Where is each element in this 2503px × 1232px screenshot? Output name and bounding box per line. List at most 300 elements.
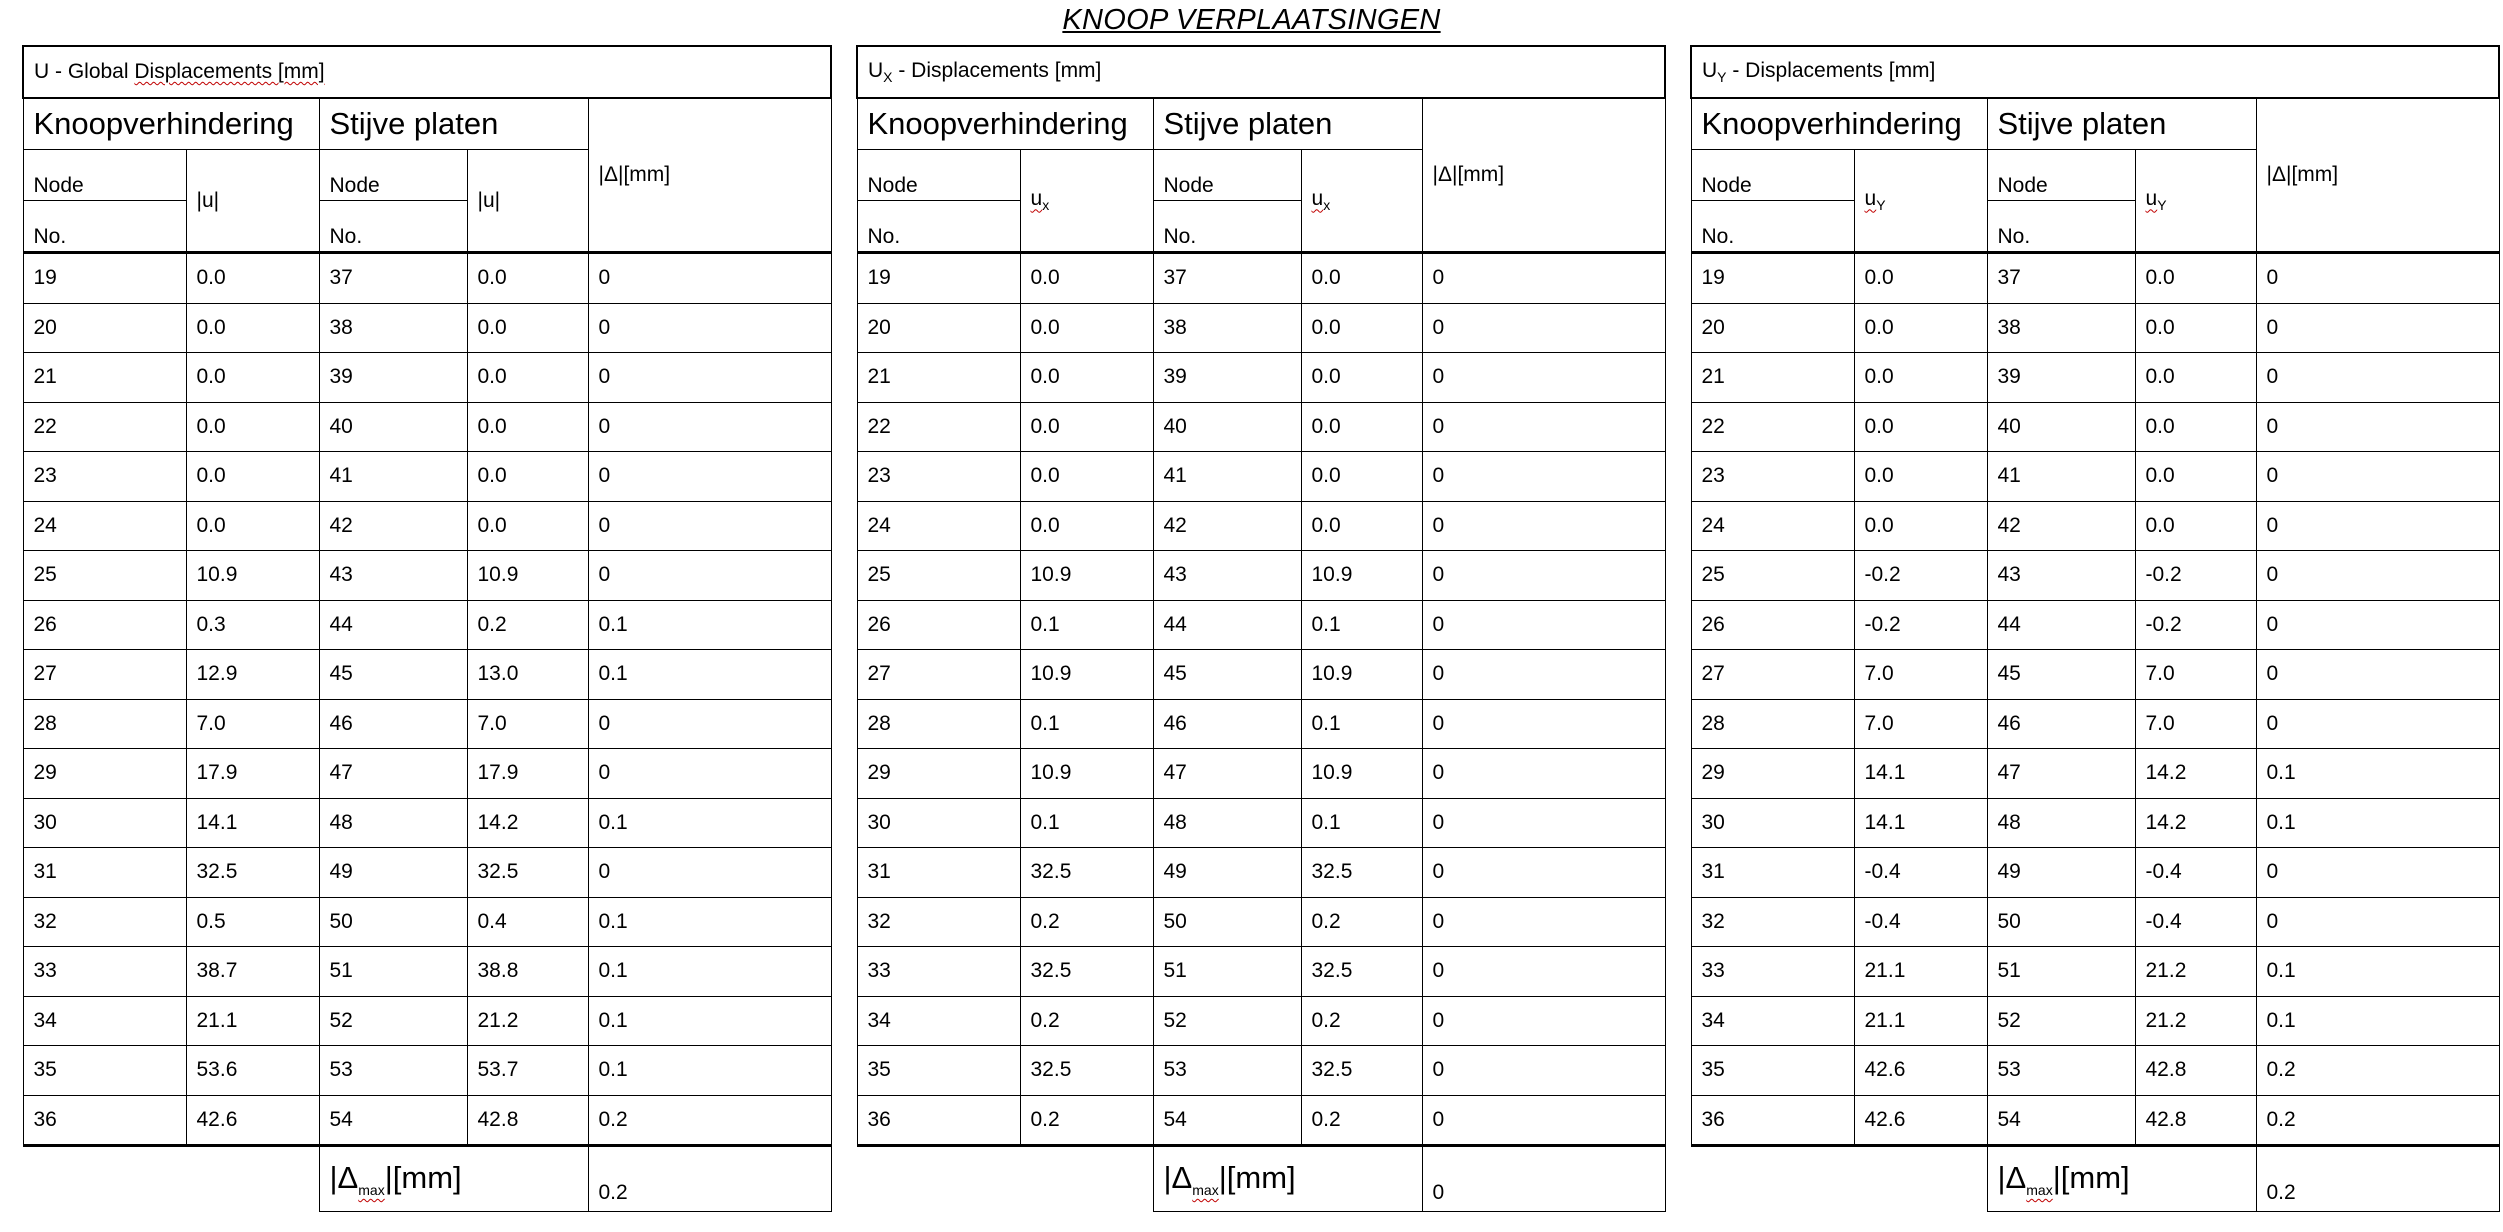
- node-no-knoopverhindering: 26: [23, 600, 186, 650]
- value-stijve-platen: 0.0: [2135, 452, 2256, 502]
- node-no-knoopverhindering: 32: [23, 897, 186, 947]
- table-row: [23, 353, 831, 403]
- value-stijve-platen: 0.0: [467, 303, 588, 353]
- node-no-stijve-platen: 52: [1987, 996, 2135, 1046]
- node-no-stijve-platen: 51: [1987, 947, 2135, 997]
- table-row: [1691, 798, 2499, 848]
- node-no-knoopverhindering: 22: [23, 402, 186, 452]
- table-row: [1691, 650, 2499, 700]
- node-no-knoopverhindering: 29: [857, 749, 1020, 799]
- delta-value: 0: [1422, 947, 1665, 997]
- delta-label: |Δ|[mm]: [598, 163, 671, 186]
- value-knoopverhindering: 10.9: [1020, 551, 1153, 601]
- group-header-stijve-platen: [1153, 98, 1422, 150]
- node-no-knoopverhindering: 32: [857, 897, 1020, 947]
- value-stijve-platen: 32.5: [467, 848, 588, 898]
- value-knoopverhindering: 12.9: [186, 650, 319, 700]
- value-knoopverhindering: 0.1: [1020, 600, 1153, 650]
- table-caption: [23, 46, 831, 98]
- delta-value: 0: [1422, 1095, 1665, 1146]
- value-knoopverhindering: 0.1: [1020, 699, 1153, 749]
- node-no-stijve-platen: 41: [1153, 452, 1301, 502]
- table-row: [857, 996, 1665, 1046]
- delta-value: 0: [2256, 650, 2499, 700]
- caption-rest: Displacements [mm]: [134, 60, 325, 83]
- value-knoopverhindering: 0.0: [186, 402, 319, 452]
- node-no-stijve-platen: 41: [1987, 452, 2135, 502]
- delta-value: 0: [2256, 452, 2499, 502]
- delta-value: 0.1: [588, 650, 831, 700]
- table-row: [23, 452, 831, 502]
- delta-max-label: [1987, 1146, 2256, 1212]
- delta-value: 0.1: [2256, 996, 2499, 1046]
- value-knoopverhindering: -0.4: [1854, 897, 1987, 947]
- node-no-stijve-platen: 40: [319, 402, 467, 452]
- node-header: [1987, 150, 2135, 201]
- node-no-stijve-platen: 42: [1987, 501, 2135, 551]
- value-knoopverhindering: 10.9: [1020, 749, 1153, 799]
- node-no-knoopverhindering: 19: [1691, 253, 1854, 304]
- node-header: [1691, 150, 1854, 201]
- value-stijve-platen: 32.5: [1301, 1046, 1422, 1096]
- delta-value: 0.2: [2256, 1095, 2499, 1146]
- table-row: [857, 1095, 1665, 1146]
- delta-max-post: |[mm]: [2052, 1159, 2130, 1195]
- table-row: [857, 303, 1665, 353]
- delta-max-pre: |Δ: [1163, 1159, 1193, 1195]
- value-label: u: [1311, 187, 1324, 211]
- value-knoopverhindering: 38.7: [186, 947, 319, 997]
- value-knoopverhindering: -0.2: [1854, 600, 1987, 650]
- table-row: [23, 253, 831, 304]
- table-row: [23, 996, 831, 1046]
- value-stijve-platen: 7.0: [467, 699, 588, 749]
- delta-value: 0: [588, 253, 831, 304]
- delta-value: 0: [2256, 253, 2499, 304]
- delta-value: 0.1: [588, 897, 831, 947]
- value-knoopverhindering: 14.1: [1854, 749, 1987, 799]
- delta-value: 0: [588, 848, 831, 898]
- node-no-stijve-platen: 47: [1153, 749, 1301, 799]
- value-stijve-platen: 42.8: [2135, 1046, 2256, 1096]
- value-knoopverhindering: 21.1: [186, 996, 319, 1046]
- delta-value: 0: [588, 699, 831, 749]
- node-no-stijve-platen: 51: [1153, 947, 1301, 997]
- node-no-stijve-platen: 40: [1987, 402, 2135, 452]
- group-header-stijve-platen: [1987, 98, 2256, 150]
- node-no-knoopverhindering: 27: [1691, 650, 1854, 700]
- node-header: [1153, 150, 1301, 201]
- value-subscript: Y: [1876, 197, 1886, 214]
- node-no-stijve-platen: 44: [319, 600, 467, 650]
- value-stijve-platen: 0.0: [2135, 402, 2256, 452]
- node-no-stijve-platen: 47: [1987, 749, 2135, 799]
- node-no-knoopverhindering: 22: [1691, 402, 1854, 452]
- value-stijve-platen: 32.5: [1301, 848, 1422, 898]
- delta-value: 0: [2256, 897, 2499, 947]
- table-row: [857, 551, 1665, 601]
- node-no-stijve-platen: 46: [319, 699, 467, 749]
- node-no-stijve-platen: 50: [319, 897, 467, 947]
- value-stijve-platen: 0.0: [2135, 253, 2256, 304]
- node-no-stijve-platen: 39: [319, 353, 467, 403]
- value-stijve-platen: 0.2: [1301, 897, 1422, 947]
- node-no-stijve-platen: 54: [1153, 1095, 1301, 1146]
- node-no-stijve-platen: 48: [1987, 798, 2135, 848]
- delta-value: 0: [2256, 353, 2499, 403]
- delta-value: 0.1: [588, 1046, 831, 1096]
- node-no-stijve-platen: 54: [1987, 1095, 2135, 1146]
- delta-label: |Δ|[mm]: [2266, 163, 2339, 186]
- node-no-knoopverhindering: 21: [857, 353, 1020, 403]
- table-row: [23, 600, 831, 650]
- value-knoopverhindering: 0.0: [1854, 452, 1987, 502]
- node-no-stijve-platen: 48: [319, 798, 467, 848]
- table-row: [857, 699, 1665, 749]
- value-knoopverhindering: 42.6: [186, 1095, 319, 1146]
- node-no-knoopverhindering: 31: [1691, 848, 1854, 898]
- delta-value: 0.2: [2256, 1046, 2499, 1096]
- node-no-knoopverhindering: 25: [23, 551, 186, 601]
- node-no-stijve-platen: 53: [319, 1046, 467, 1096]
- node-no-knoopverhindering: 36: [1691, 1095, 1854, 1146]
- value-knoopverhindering: 0.3: [186, 600, 319, 650]
- delta-value: 0: [2256, 551, 2499, 601]
- group2-label: Stijve platen: [1163, 106, 1333, 141]
- caption-subscript: X: [883, 69, 893, 86]
- value-stijve-platen: 0.1: [1301, 600, 1422, 650]
- displacement-table-3: [1690, 45, 2500, 1212]
- delta-max-pre: |Δ: [329, 1159, 359, 1195]
- delta-value: 0: [1422, 848, 1665, 898]
- node-no-stijve-platen: 45: [319, 650, 467, 700]
- value-stijve-platen: 0.0: [1301, 353, 1422, 403]
- node-no-knoopverhindering: 30: [1691, 798, 1854, 848]
- node-no-stijve-platen: 47: [319, 749, 467, 799]
- node-no-knoopverhindering: 21: [23, 353, 186, 403]
- summary-row: [1691, 1146, 2499, 1212]
- value-knoopverhindering: -0.4: [1854, 848, 1987, 898]
- node-no-knoopverhindering: 35: [1691, 1046, 1854, 1096]
- node-no-knoopverhindering: 34: [1691, 996, 1854, 1046]
- node-no-stijve-platen: 40: [1153, 402, 1301, 452]
- table-row: [1691, 551, 2499, 601]
- node-no-knoopverhindering: 36: [857, 1095, 1020, 1146]
- node-no-knoopverhindering: 30: [857, 798, 1020, 848]
- table-row: [857, 947, 1665, 997]
- caption-main: U: [1702, 58, 1718, 82]
- node-no-stijve-platen: 38: [1987, 303, 2135, 353]
- node-no-knoopverhindering: 23: [857, 452, 1020, 502]
- node-no-stijve-platen: 49: [319, 848, 467, 898]
- delta-value: 0: [1422, 996, 1665, 1046]
- table-row: [23, 749, 831, 799]
- table-row: [23, 551, 831, 601]
- value-knoopverhindering: 0.0: [1020, 501, 1153, 551]
- node-no-knoopverhindering: 25: [857, 551, 1020, 601]
- value-stijve-platen: 0.0: [467, 452, 588, 502]
- node-no-knoopverhindering: 34: [23, 996, 186, 1046]
- delta-value: 0.1: [2256, 798, 2499, 848]
- delta-value: 0: [588, 402, 831, 452]
- node-no-stijve-platen: 37: [1153, 253, 1301, 304]
- table-row: [23, 798, 831, 848]
- delta-value: 0: [2256, 303, 2499, 353]
- table-row: [857, 353, 1665, 403]
- table-row: [1691, 600, 2499, 650]
- delta-value: 0: [1422, 699, 1665, 749]
- value-knoopverhindering: 0.0: [1020, 253, 1153, 304]
- node-label: Node: [33, 174, 84, 197]
- node-no-stijve-platen: 49: [1987, 848, 2135, 898]
- delta-value: 0: [1422, 501, 1665, 551]
- node-no-knoopverhindering: 24: [1691, 501, 1854, 551]
- value-knoopverhindering: 7.0: [186, 699, 319, 749]
- value-knoopverhindering: 0.0: [186, 253, 319, 304]
- delta-max-label: [1153, 1146, 1422, 1212]
- delta-value: 0: [588, 452, 831, 502]
- value-stijve-platen: 13.0: [467, 650, 588, 700]
- value-header: [467, 150, 588, 253]
- node-no-stijve-platen: 48: [1153, 798, 1301, 848]
- value-stijve-platen: 42.8: [2135, 1095, 2256, 1146]
- value-knoopverhindering: 14.1: [186, 798, 319, 848]
- value-knoopverhindering: 42.6: [1854, 1095, 1987, 1146]
- value-knoopverhindering: 32.5: [1020, 1046, 1153, 1096]
- node-no-stijve-platen: 42: [319, 501, 467, 551]
- node-no-knoopverhindering: 20: [23, 303, 186, 353]
- table-row: [23, 1095, 831, 1146]
- delta-max-pre: |Δ: [1997, 1159, 2027, 1195]
- delta-max-subscript: max: [1192, 1182, 1219, 1199]
- group1-label: Knoopverhindering: [1701, 106, 1962, 141]
- node-label: Node: [1163, 174, 1214, 197]
- value-knoopverhindering: 7.0: [1854, 650, 1987, 700]
- table-row: [23, 897, 831, 947]
- delta-value: 0: [2256, 501, 2499, 551]
- group1-label: Knoopverhindering: [33, 106, 294, 141]
- value-knoopverhindering: 0.0: [186, 303, 319, 353]
- value-knoopverhindering: 0.0: [1854, 253, 1987, 304]
- table-row: [857, 1046, 1665, 1096]
- table-row: [1691, 947, 2499, 997]
- value-stijve-platen: 10.9: [467, 551, 588, 601]
- delta-value: 0: [588, 501, 831, 551]
- node-no-knoopverhindering: 28: [1691, 699, 1854, 749]
- value-knoopverhindering: 32.5: [186, 848, 319, 898]
- value-header: [186, 150, 319, 253]
- value-knoopverhindering: 21.1: [1854, 996, 1987, 1046]
- value-stijve-platen: 0.0: [2135, 303, 2256, 353]
- node-no-knoopverhindering: 28: [857, 699, 1020, 749]
- caption-rest: - Displacements [mm]: [1726, 58, 1936, 82]
- value-stijve-platen: 0.2: [1301, 996, 1422, 1046]
- node-no-knoopverhindering: 33: [857, 947, 1020, 997]
- caption-main: U - Global: [34, 60, 135, 83]
- displacement-table-2: [856, 45, 1666, 1212]
- page-title: KNOOP VERPLAATSINGEN: [1062, 4, 1441, 36]
- value-label: u: [2145, 187, 2158, 211]
- table-row: [23, 1046, 831, 1096]
- value-subscript: Y: [2157, 197, 2167, 214]
- value-knoopverhindering: 0.0: [1854, 303, 1987, 353]
- node-label: Node: [867, 174, 918, 197]
- table-row: [1691, 996, 2499, 1046]
- value-knoopverhindering: 0.0: [186, 501, 319, 551]
- no-label: No.: [1701, 225, 1735, 248]
- node-no-knoopverhindering: 19: [23, 253, 186, 304]
- caption-rest: - Displacements [mm]: [892, 58, 1102, 82]
- node-no-stijve-platen: 44: [1987, 600, 2135, 650]
- value-knoopverhindering: 0.0: [186, 353, 319, 403]
- value-knoopverhindering: 0.2: [1020, 897, 1153, 947]
- table-row: [857, 402, 1665, 452]
- node-no-stijve-platen: 53: [1153, 1046, 1301, 1096]
- table-row: [857, 452, 1665, 502]
- value-knoopverhindering: 32.5: [1020, 848, 1153, 898]
- node-no-stijve-platen: 44: [1153, 600, 1301, 650]
- value-stijve-platen: 0.4: [467, 897, 588, 947]
- value-knoopverhindering: 0.1: [1020, 798, 1153, 848]
- node-header: [857, 150, 1020, 201]
- group1-label: Knoopverhindering: [867, 106, 1128, 141]
- value-stijve-platen: 10.9: [1301, 551, 1422, 601]
- table-row: [857, 848, 1665, 898]
- node-no-knoopverhindering: 27: [23, 650, 186, 700]
- value-knoopverhindering: -0.2: [1854, 551, 1987, 601]
- delta-value: 0: [2256, 600, 2499, 650]
- delta-value: 0: [588, 353, 831, 403]
- group2-label: Stijve platen: [1997, 106, 2167, 141]
- value-knoopverhindering: 32.5: [1020, 947, 1153, 997]
- node-no-stijve-platen: 43: [1987, 551, 2135, 601]
- value-stijve-platen: -0.2: [2135, 600, 2256, 650]
- node-label: Node: [1701, 174, 1752, 197]
- value-stijve-platen: -0.2: [2135, 551, 2256, 601]
- value-knoopverhindering: 14.1: [1854, 798, 1987, 848]
- node-no-knoopverhindering: 25: [1691, 551, 1854, 601]
- node-no-knoopverhindering: 30: [23, 798, 186, 848]
- delta-value: 0.1: [588, 798, 831, 848]
- node-no-stijve-platen: 42: [1153, 501, 1301, 551]
- group-header-stijve-platen: [319, 98, 588, 150]
- node-no-stijve-platen: 45: [1153, 650, 1301, 700]
- table-row: [1691, 452, 2499, 502]
- delta-value: 0: [1422, 353, 1665, 403]
- value-subscript: x: [1323, 197, 1331, 214]
- node-no-stijve-platen: 54: [319, 1095, 467, 1146]
- value-knoopverhindering: 53.6: [186, 1046, 319, 1096]
- value-knoopverhindering: 10.9: [1020, 650, 1153, 700]
- value-knoopverhindering: 0.0: [1020, 353, 1153, 403]
- value-knoopverhindering: 0.0: [1854, 353, 1987, 403]
- table-row: [23, 650, 831, 700]
- no-header: [1153, 201, 1301, 253]
- node-no-stijve-platen: 43: [1153, 551, 1301, 601]
- table-row: [1691, 402, 2499, 452]
- displacement-table-1: [22, 45, 832, 1212]
- value-knoopverhindering: 17.9: [186, 749, 319, 799]
- table-row: [23, 501, 831, 551]
- table-row: [857, 600, 1665, 650]
- table-row: [1691, 353, 2499, 403]
- node-no-knoopverhindering: 26: [857, 600, 1020, 650]
- delta-value: 0: [1422, 600, 1665, 650]
- node-no-stijve-platen: 53: [1987, 1046, 2135, 1096]
- delta-value: 0: [1422, 551, 1665, 601]
- delta-value: 0: [2256, 699, 2499, 749]
- value-stijve-platen: 0.0: [2135, 501, 2256, 551]
- table-row: [857, 798, 1665, 848]
- node-no-knoopverhindering: 23: [1691, 452, 1854, 502]
- delta-value: 0.1: [2256, 947, 2499, 997]
- table-row: [1691, 253, 2499, 304]
- delta-max-post: |[mm]: [1218, 1159, 1296, 1195]
- table-row: [23, 402, 831, 452]
- delta-value: 0: [1422, 749, 1665, 799]
- value-header: [2135, 150, 2256, 253]
- value-knoopverhindering: 0.5: [186, 897, 319, 947]
- value-header: [1301, 150, 1422, 253]
- node-no-knoopverhindering: 31: [857, 848, 1020, 898]
- node-header: [23, 150, 186, 201]
- node-no-knoopverhindering: 31: [23, 848, 186, 898]
- node-no-knoopverhindering: 33: [1691, 947, 1854, 997]
- no-label: No.: [1163, 225, 1197, 248]
- value-stijve-platen: 0.0: [467, 501, 588, 551]
- value-stijve-platen: 0.0: [467, 402, 588, 452]
- node-no-knoopverhindering: 35: [23, 1046, 186, 1096]
- node-no-stijve-platen: 43: [319, 551, 467, 601]
- value-knoopverhindering: 0.0: [1020, 452, 1153, 502]
- node-no-stijve-platen: 39: [1987, 353, 2135, 403]
- table-caption: [1691, 46, 2499, 98]
- delta-max-value: 0: [1422, 1146, 1665, 1212]
- value-knoopverhindering: 21.1: [1854, 947, 1987, 997]
- node-no-knoopverhindering: 24: [23, 501, 186, 551]
- value-stijve-platen: 0.0: [2135, 353, 2256, 403]
- node-no-knoopverhindering: 34: [857, 996, 1020, 1046]
- group-header-knoopverhindering: [857, 98, 1153, 150]
- table-row: [23, 303, 831, 353]
- value-stijve-platen: 0.2: [1301, 1095, 1422, 1146]
- delta-value: 0.1: [588, 996, 831, 1046]
- node-no-knoopverhindering: 32: [1691, 897, 1854, 947]
- delta-max-post: |[mm]: [384, 1159, 462, 1195]
- group-header-knoopverhindering: [1691, 98, 1987, 150]
- table-row: [857, 650, 1665, 700]
- value-stijve-platen: 10.9: [1301, 749, 1422, 799]
- node-no-knoopverhindering: 29: [23, 749, 186, 799]
- delta-value: 0.1: [2256, 749, 2499, 799]
- value-stijve-platen: 53.7: [467, 1046, 588, 1096]
- delta-column-header: [1422, 98, 1665, 253]
- delta-value: 0: [588, 303, 831, 353]
- table-row: [1691, 897, 2499, 947]
- node-no-knoopverhindering: 27: [857, 650, 1020, 700]
- node-no-stijve-platen: 37: [319, 253, 467, 304]
- no-header: [1691, 201, 1854, 253]
- node-no-knoopverhindering: 33: [23, 947, 186, 997]
- value-label: u: [1030, 187, 1043, 211]
- delta-value: 0: [1422, 1046, 1665, 1096]
- value-knoopverhindering: 42.6: [1854, 1046, 1987, 1096]
- value-stijve-platen: 0.0: [1301, 501, 1422, 551]
- delta-max-value: 0.2: [588, 1146, 831, 1212]
- value-stijve-platen: -0.4: [2135, 897, 2256, 947]
- table-row: [857, 501, 1665, 551]
- value-stijve-platen: 21.2: [2135, 947, 2256, 997]
